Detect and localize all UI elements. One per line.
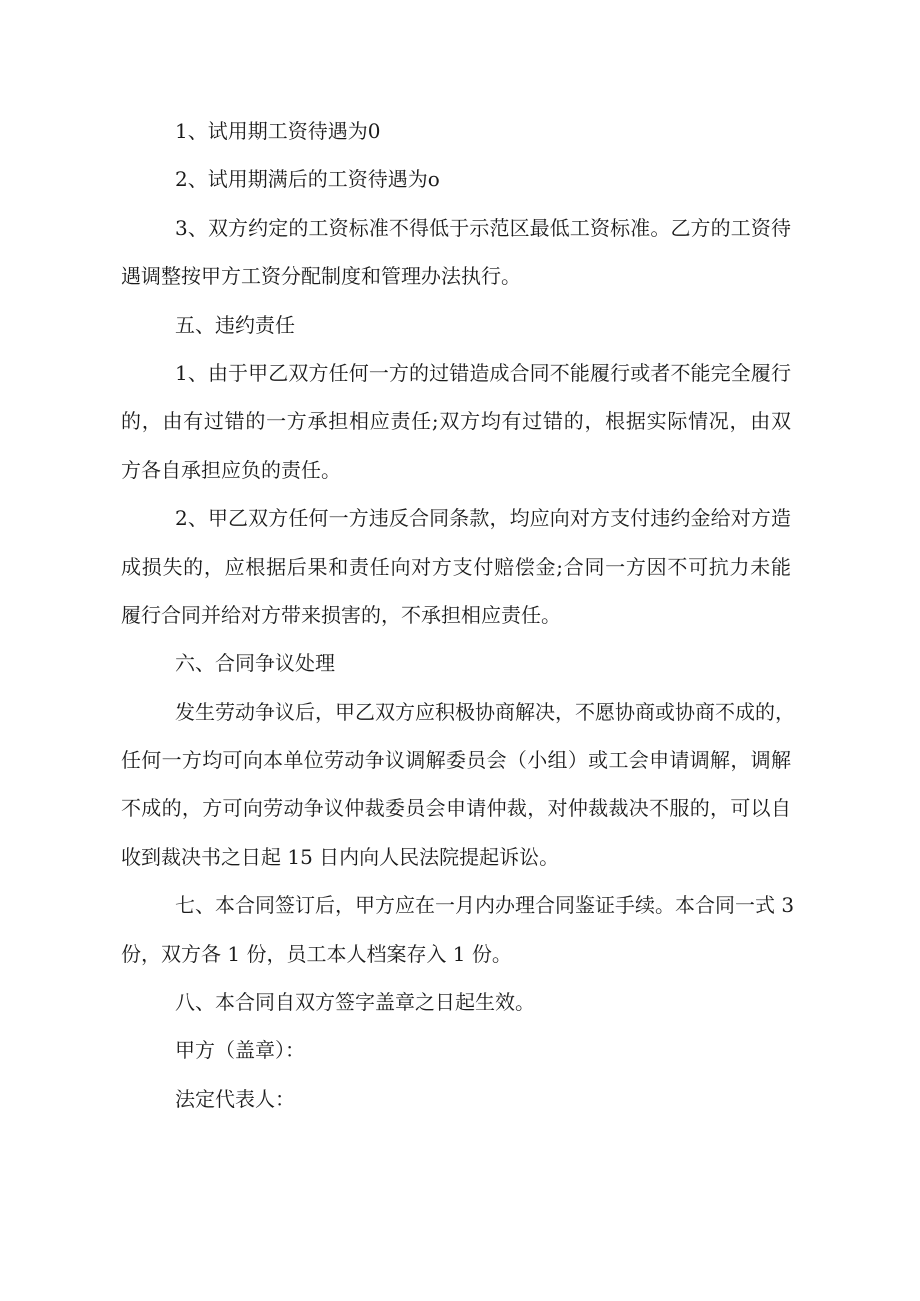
section-heading-breach [121,301,791,349]
text-line: 遇调整按甲方工资分配制度和管理办法执行。 [121,264,521,289]
text-line: 2、甲乙双方任何一方违反合同条款，均应向对方支付违约金给对方造 [175,506,791,531]
document-body [121,107,795,1123]
text-line: 份，双方各 1 份，员工本人档案存入 1 份。 [121,941,512,966]
text-line: 七、本合同签订后，甲方应在一月内办理合同鉴证手续。本合同一式 3 [175,893,795,918]
signature-label: 法定代表人： [175,1086,295,1111]
text-line: 的，由有过错的一方承担相应责任;双方均有过错的，根据实际情况，由双 [121,409,791,434]
signature-party-a-seal [121,1026,791,1074]
paragraph-contract-copies [121,881,795,978]
paragraph-breach-penalty [121,494,791,639]
paragraph-salary-standard [121,204,791,301]
text-line: 不成的，方可向劳动争议仲裁委员会申请仲裁，对仲裁裁决不服的，可以自 [121,796,791,821]
text-line: 任何一方均可向本单位劳动争议调解委员会（小组）或工会申请调解，调解 [121,748,791,773]
text-line: 1、试用期工资待遇为0 [175,119,381,143]
paragraph-probation-salary [121,107,791,155]
text-line: 2、试用期满后的工资待遇为o [175,167,440,192]
section-heading-dispute [121,639,791,687]
text-line: 履行合同并给对方带来损害的，不承担相应责任。 [121,602,561,627]
text-line: 3、双方约定的工资标准不得低于示范区最低工资标准。乙方的工资待 [175,215,791,240]
text-line: 方各自承担应负的责任。 [121,457,341,482]
text-line: 收到裁决书之日起 15 日内向人民法院提起诉讼。 [121,844,560,869]
paragraph-effective-date [121,978,791,1026]
text-line: 发生劳动争议后，甲乙双方应积极协商解决，不愿协商或协商不成的， [175,699,795,724]
paragraph-breach-fault [121,349,791,494]
section-heading: 五、违约责任 [175,312,295,337]
text-line: 成损失的，应根据后果和责任向对方支付赔偿金;合同一方因不可抗力未能 [121,554,791,579]
paragraph-post-probation-salary [121,155,791,203]
signature-label: 甲方（盖章）： [175,1038,305,1063]
text-line: 1、由于甲乙双方任何一方的过错造成合同不能履行或者不能完全履行 [175,360,791,385]
signature-legal-representative [121,1075,791,1123]
text-line: 八、本合同自双方签字盖章之日起生效。 [175,990,535,1015]
section-heading: 六、合同争议处理 [175,651,335,676]
paragraph-dispute-resolution [121,688,795,882]
